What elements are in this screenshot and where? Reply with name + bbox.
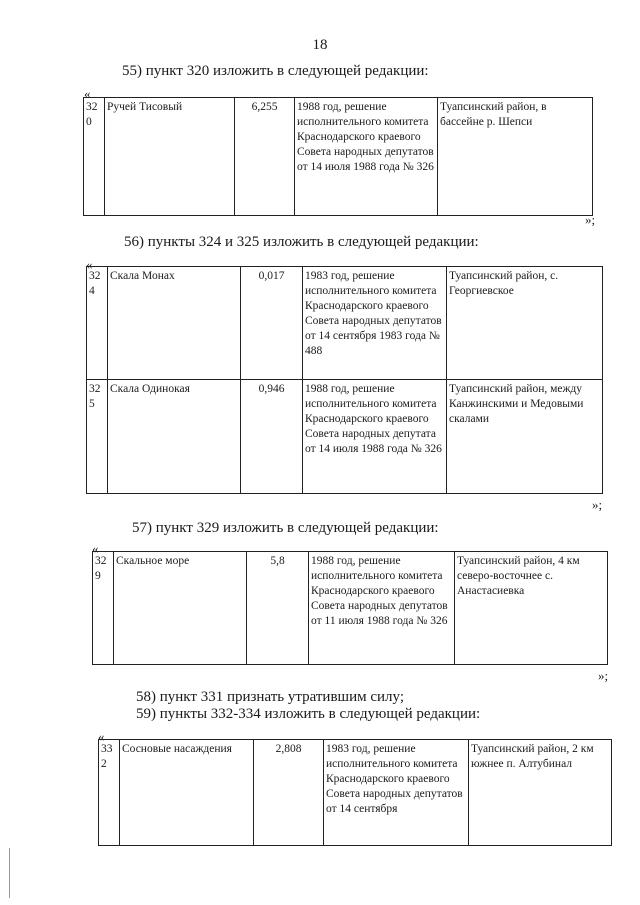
open-quote: « bbox=[84, 86, 91, 101]
record-table-324-325 bbox=[86, 266, 603, 494]
object-name: Ручей Тисовый bbox=[105, 98, 235, 216]
record-table-320 bbox=[83, 97, 593, 216]
object-name: Сосновые насаждения bbox=[120, 740, 254, 846]
instruction-58: 58) пункт 331 признать утратившим силу; bbox=[136, 689, 405, 705]
scan-edge-mark bbox=[9, 848, 10, 898]
area-value: 5,8 bbox=[247, 552, 309, 665]
table-row bbox=[84, 98, 593, 216]
instruction-59: 59) пункты 332-334 изложить в следующей редакции: bbox=[136, 706, 481, 722]
table-row bbox=[93, 552, 608, 665]
row-number: 329 bbox=[93, 552, 114, 665]
legal-document: 1983 год, решение исполнительного комитета Краснодарского краевого Совета народных депутатов от 14 сентября bbox=[324, 740, 469, 846]
legal-document: 1988 год, решение исполнительного комитета Краснодарского краевого Совета народных депутата от 14 июля 1988 года № 326 bbox=[303, 380, 447, 494]
legal-document: 1983 год, решение исполнительного комитета Краснодарского краевого Совета народных депутатов от 14 сентября 1983 года № 488 bbox=[303, 267, 447, 380]
location: Туапсинский район, в бассейне р. Шепси bbox=[438, 98, 593, 216]
close-quote: »; bbox=[585, 212, 596, 227]
location: Туапсинский район, 2 км южнее п. Алтубинал bbox=[469, 740, 612, 846]
instruction-57: 57) пункт 329 изложить в следующей редакции: bbox=[132, 520, 439, 536]
row-number: 325 bbox=[87, 380, 108, 494]
area-value: 0,946 bbox=[241, 380, 303, 494]
area-value: 6,255 bbox=[235, 98, 295, 216]
open-quote: « bbox=[92, 541, 99, 556]
object-name: Скала Монах bbox=[108, 267, 241, 380]
row-number: 320 bbox=[84, 98, 105, 216]
area-value: 0,017 bbox=[241, 267, 303, 380]
close-quote: »; bbox=[592, 497, 603, 512]
location: Туапсинский район, между Канжинскими и Медовыми скалами bbox=[447, 380, 603, 494]
open-quote: « bbox=[98, 729, 105, 744]
instruction-55: 55) пункт 320 изложить в следующей редакции: bbox=[122, 63, 429, 79]
row-number: 324 bbox=[87, 267, 108, 380]
close-quote: »; bbox=[598, 668, 609, 683]
table-row bbox=[87, 267, 603, 380]
location: Туапсинский район, с. Георгиевское bbox=[447, 267, 603, 380]
legal-document: 1988 год, решение исполнительного комитета Краснодарского краевого Совета народных депутатов от 14 июля 1988 года № 326 bbox=[295, 98, 438, 216]
object-name: Скала Одинокая bbox=[108, 380, 241, 494]
page-number: 18 bbox=[312, 37, 328, 53]
table-row bbox=[99, 740, 612, 846]
area-value: 2,808 bbox=[254, 740, 324, 846]
instruction-56: 56) пункты 324 и 325 изложить в следующей редакции: bbox=[124, 234, 479, 250]
location: Туапсинский район, 4 км северо-восточнее с. Анастасиевка bbox=[455, 552, 608, 665]
object-name: Скальное море bbox=[114, 552, 247, 665]
record-table-332 bbox=[98, 739, 612, 846]
open-quote: « bbox=[86, 257, 93, 272]
legal-document: 1988 год, решение исполнительного комитета Краснодарского краевого Совета народных депутатов от 11 июля 1988 года № 326 bbox=[309, 552, 455, 665]
row-number: 332 bbox=[99, 740, 120, 846]
table-row bbox=[87, 380, 603, 494]
record-table-329 bbox=[92, 551, 608, 665]
